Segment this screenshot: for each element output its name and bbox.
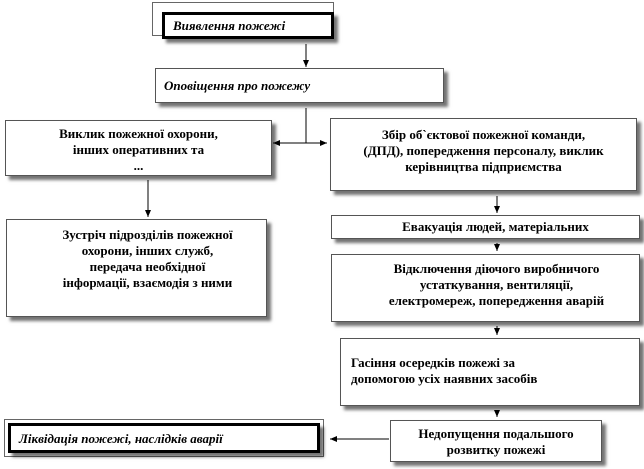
node-shutdown <box>331 254 640 322</box>
node-evacuation-label: Евакуація людей, матеріальних <box>402 219 589 234</box>
node-meet-units <box>6 219 267 317</box>
node-shutdown-label: Відключення діючого виробничого устаткування, вентиляції, електромереж, попередження аварій <box>388 261 605 308</box>
node-liquidation-label: Ліквідація пожежі, наслідків аварії <box>19 431 223 446</box>
node-detection-label: Виявлення пожежі <box>173 18 286 33</box>
node-extinguish <box>340 338 640 406</box>
node-prevent-spread <box>390 420 602 462</box>
node-alert-label: Оповіщення про пожежу <box>164 78 311 93</box>
node-detection <box>152 2 334 39</box>
node-collect-team-label: Збір об`єктової пожежної команди, (ДПД), попередження персоналу, виклик керівництва підприємства <box>363 127 604 174</box>
node-meet-units-label: Зустріч підрозділів пожежної охорони, інших служб, передача необхідної інформації, взаємодія з ними <box>62 227 233 290</box>
node-evacuation <box>331 215 640 239</box>
node-liquidation <box>4 419 324 459</box>
node-prevent-spread-label: Недопущення подальшого розвитку пожежі <box>418 426 574 457</box>
node-call-fire <box>5 120 272 176</box>
node-call-fire-label: Виклик пожежної охорони, інших оперативних та ... <box>59 126 218 173</box>
node-extinguish-label: Гасіння осередків пожежі за допомогою усіх наявних засобів <box>351 355 538 386</box>
node-collect-team <box>330 118 637 191</box>
node-alert <box>155 68 444 103</box>
